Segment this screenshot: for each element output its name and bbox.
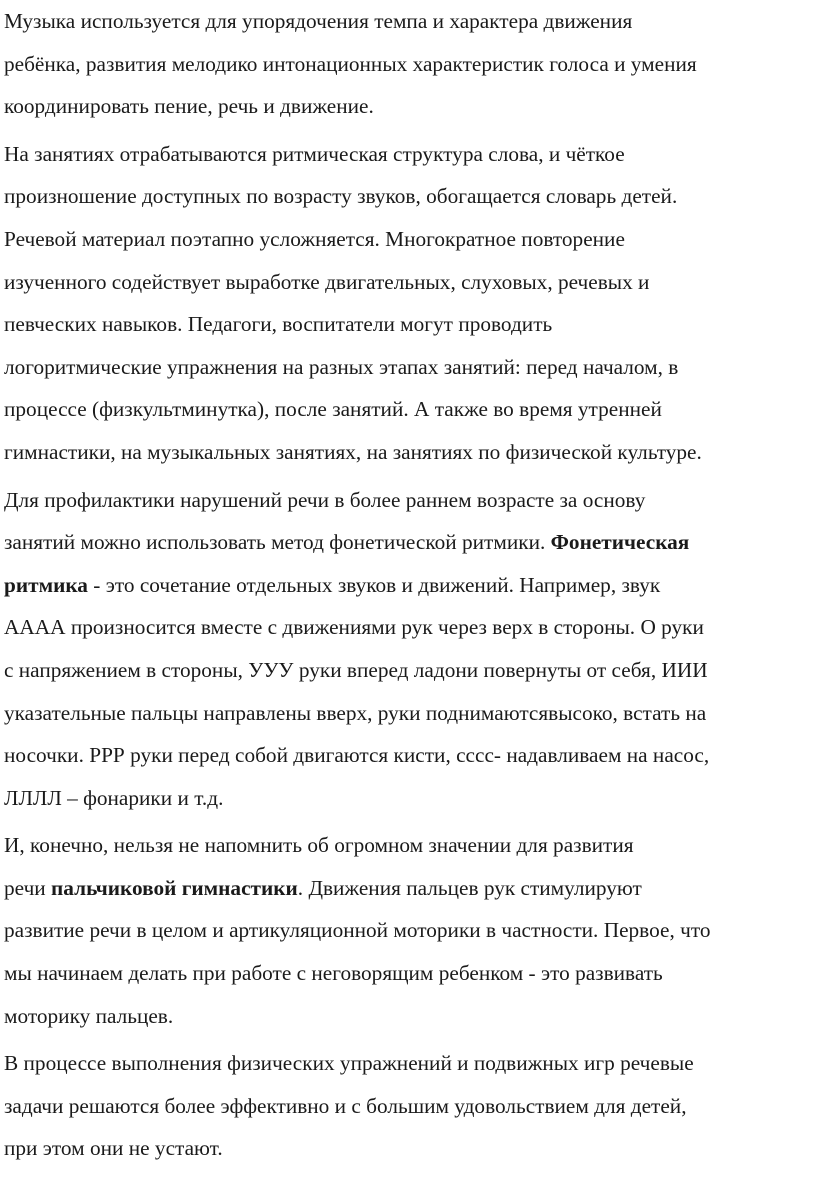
- text-line: [4, 479, 812, 522]
- text-line: [4, 649, 812, 692]
- text-line: [4, 43, 812, 86]
- text-run: Речевой материал поэтапно усложняется. Многократное повторение: [4, 226, 625, 251]
- text-line: [4, 388, 812, 431]
- paragraph: [4, 1042, 812, 1170]
- text-run: моторику пальцев.: [4, 1003, 174, 1028]
- text-run: задачи решаются более эффективно и с большим удовольствием для детей,: [4, 1093, 687, 1118]
- text-line: [4, 952, 812, 995]
- text-line: [4, 85, 812, 128]
- text-line: [4, 995, 812, 1038]
- bold-term: ритмика: [4, 572, 88, 597]
- text-line: [4, 606, 812, 649]
- text-run: Для профилактики нарушений речи в более раннем возрасте за основу: [4, 487, 646, 512]
- text-run: развитие речи в целом и артикуляционной моторики в частности. Первое, что: [4, 918, 711, 943]
- text-run: Музыка используется для упорядочения темпа и характера движения: [4, 9, 633, 33]
- text-run: гимнастики, на музыкальных занятиях, на занятиях по физической культуре.: [4, 439, 702, 464]
- paragraph: [4, 479, 812, 820]
- text-run: изученного содействует выработке двигательных, слуховых, речевых и: [4, 269, 650, 294]
- text-line: [4, 431, 812, 474]
- text-line: [4, 909, 812, 952]
- text-line: [4, 564, 812, 607]
- text-line: [4, 303, 812, 346]
- text-run: произношение доступных по возрасту звуков, обогащается словарь детей.: [4, 184, 678, 209]
- text-run: процессе (физкультминутка), после занятий. А также во время утренней: [4, 397, 662, 422]
- text-run: ребёнка, развития мелодико интонационных характеристик голоса и умения: [4, 51, 697, 76]
- text-line: [4, 692, 812, 735]
- text-line: [4, 0, 812, 43]
- bold-term: пальчиковой гимнастики: [51, 875, 298, 900]
- text-run: координировать пение, речь и движение.: [4, 94, 374, 119]
- text-run: ЛЛЛЛ – фонарики и т.д.: [4, 785, 224, 810]
- text-run: И, конечно, нельзя не напомнить об огромном значении для развития: [4, 833, 634, 858]
- text-run: логоритмические упражнения на разных этапах занятий: перед началом, в: [4, 354, 679, 379]
- text-run: АААА произносится вместе с движениями рук через верх в стороны. О руки: [4, 615, 704, 640]
- text-run: носочки. РРР руки перед собой двигаются кисти, сссс- надавливаем на насос,: [4, 743, 710, 768]
- text-run: В процессе выполнения физических упражнений и подвижных игр речевые: [4, 1051, 694, 1076]
- text-run: при этом они не устают.: [4, 1136, 223, 1161]
- text-line: [4, 175, 812, 218]
- text-line: [4, 824, 812, 867]
- text-line: [4, 1085, 812, 1128]
- text-run: мы начинаем делать при работе с неговорящим ребенком - это развивать: [4, 961, 663, 986]
- text-run: указательные пальцы направлены вверх, руки поднимаютсявысоко, встать на: [4, 700, 707, 725]
- text-run: с напряжением в стороны, УУУ руки вперед ладони повернуты от себя, ИИИ: [4, 657, 708, 682]
- text-line: [4, 1127, 812, 1170]
- text-run: занятий можно использовать метод фонетической ритмики.: [4, 530, 551, 555]
- text-line: [4, 346, 812, 389]
- paragraph: [4, 824, 812, 1037]
- text-line: [4, 867, 812, 910]
- text-run: На занятиях отрабатываются ритмическая структура слова, и чёткое: [4, 141, 625, 166]
- bold-term: Фонетическая: [550, 530, 690, 555]
- text-line: [4, 261, 812, 304]
- text-line: [4, 218, 812, 261]
- paragraph: [4, 133, 812, 474]
- text-line: [4, 777, 812, 820]
- text-run: речи: [4, 875, 52, 900]
- paragraph: [4, 0, 812, 128]
- text-run: . Движения пальцев рук стимулируют: [297, 875, 642, 900]
- text-line: [4, 133, 812, 176]
- text-line: [4, 734, 812, 777]
- text-run: - это сочетание отдельных звуков и движений. Например, звук: [87, 572, 661, 597]
- text-line: [4, 1042, 812, 1085]
- text-run: певческих навыков. Педагоги, воспитатели могут проводить: [4, 312, 553, 337]
- text-line: [4, 521, 812, 564]
